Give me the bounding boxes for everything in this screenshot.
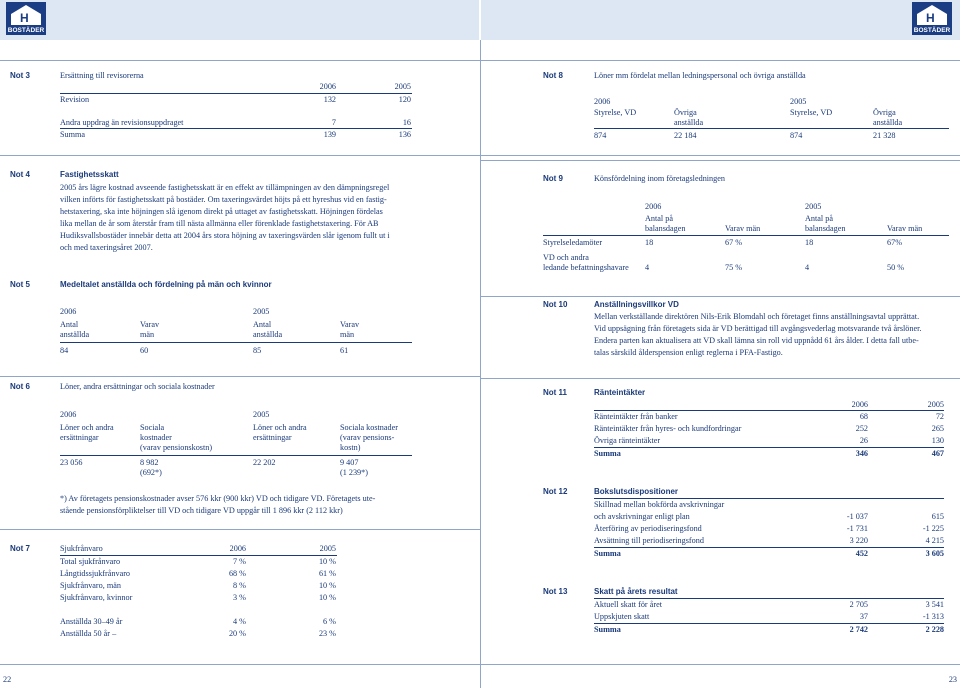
note3-title: Ersättning till revisorerna: [60, 71, 144, 80]
note11-label: Not 11: [543, 388, 568, 397]
note6-value: 22 202: [253, 458, 276, 467]
brand-text-left: BOSTÄDER: [7, 27, 45, 34]
note9-row-value: 67%: [887, 238, 903, 247]
note9-row-value: 4: [645, 263, 650, 272]
note11-row-2005: 265: [931, 424, 944, 433]
note12-header-rule: [594, 498, 944, 499]
page-number-right: 23: [948, 675, 957, 684]
note13-row-2005: 3 541: [925, 600, 944, 609]
note7-row-label: Sjukfrånvaro, män: [60, 581, 121, 590]
note13-row-2006: 37: [859, 612, 868, 621]
note11-row-2005: 72: [935, 412, 944, 421]
note8-year-2006: 2006: [594, 97, 611, 106]
note3-row-2005: 120: [398, 95, 411, 104]
note8-header: Övriga anställda: [873, 108, 903, 127]
note11-row-label: Övriga ränteintäkter: [594, 436, 661, 445]
note11-year-2006: 2006: [851, 400, 868, 409]
note13-row-2006: 2 705: [849, 600, 868, 609]
note7-row-2005: 23 %: [318, 629, 336, 638]
section-divider: [480, 378, 960, 379]
note10-label: Not 10: [543, 300, 568, 309]
note4-paragraph-line: Hudiksvallsbostäder innebär detta att 2004 års stora höjning av taxeringsvärden slår igenom fullt ut i: [60, 231, 390, 240]
note5-value: 85: [253, 346, 262, 355]
note8-header: Styrelse, VD: [790, 108, 833, 117]
note13-row-2005: -1 313: [922, 612, 944, 621]
note12-row-2006: -1 731: [846, 524, 868, 533]
note10-title: Anställningsvillkor VD: [594, 300, 679, 309]
note5-header-rule: [60, 342, 412, 343]
note4-paragraph-line: 2005 års lägre kostnad avseende fastighetsskatt är en effekt av tillämpningen av den dämpningsregel: [60, 183, 390, 192]
note8-value: 22 184: [674, 131, 697, 140]
note13-sum-rule: [594, 623, 944, 624]
note12-row-2006: 3 220: [849, 536, 868, 545]
note5-value: 84: [60, 346, 69, 355]
note8-value: 874: [790, 131, 803, 140]
note13-title: Skatt på årets resultat: [594, 587, 678, 596]
note7-row-2006: 68 %: [228, 569, 246, 578]
note11-title: Ränteintäkter: [594, 388, 646, 397]
note10-paragraph-line: talas särskild ålderspension enligt reglerna i PFA-Fastigo.: [594, 348, 783, 357]
note11-sum-2005: 467: [931, 449, 944, 458]
section-divider: [480, 296, 960, 297]
note6-value: 9 407 (1 239*): [340, 458, 368, 477]
note10-paragraph-line: Mellan verkställande direktören Nils-Erik Blomdahl och företaget finns anställningsavtal upprättat.: [594, 312, 920, 321]
brand-text-right: BOSTÄDER: [913, 27, 951, 34]
note9-year-2005: 2005: [805, 202, 822, 211]
note6-value: 23 056: [60, 458, 83, 467]
note8-title: Löner mm fördelat mellan ledningspersonal och övriga anställda: [594, 71, 806, 80]
company-logo-left: H BOSTÄDER: [6, 2, 46, 35]
note10-paragraph-line: Endera parten kan aktualisera att VD skall lämna sin roll vid uppnådd 61 års ålder. I detta fall utbe-: [594, 336, 919, 345]
section-divider: [0, 664, 960, 665]
note8-year-2005: 2005: [790, 97, 807, 106]
note12-title: Bokslutsdispositioner: [594, 487, 679, 496]
note5-header: Antal anställda: [253, 320, 283, 339]
note11-row-2005: 130: [931, 436, 944, 445]
note11-row-2006: 26: [859, 436, 868, 445]
note4-paragraph-line: lika mellan de år som återstår fram till nästa allmänna eller förenklade fastighetstaxering. För AB: [60, 219, 379, 228]
note13-header-rule: [594, 598, 944, 599]
note3-sum-rule: [60, 128, 412, 129]
note3-row-2006: 7: [331, 118, 336, 127]
note7-row-2006: 20 %: [228, 629, 246, 638]
note5-title: Medeltalet anställda och fördelning på män och kvinnor: [60, 280, 272, 289]
note6-header: Löner och andra ersättningar: [253, 423, 307, 442]
note7-row-2006: 8 %: [233, 581, 246, 590]
note6-title: Löner, andra ersättningar och sociala kostnader: [60, 382, 215, 391]
note7-row-2005: 6 %: [323, 617, 336, 626]
note5-value: 61: [340, 346, 349, 355]
note13-sum-label: Summa: [594, 625, 621, 634]
note12-row-label: Avsättning till periodiseringsfond: [594, 536, 704, 545]
note12-row-2005: 4 215: [925, 536, 944, 545]
note6-year-2006: 2006: [60, 410, 77, 419]
section-divider: [0, 529, 480, 530]
note8-label: Not 8: [543, 71, 563, 80]
note7-row-2005: 10 %: [318, 581, 336, 590]
page-number-left: 22: [3, 675, 12, 684]
note11-sum-rule: [594, 447, 944, 448]
note9-row-value: 50 %: [887, 263, 905, 272]
note11-year-2005: 2005: [927, 400, 944, 409]
note12-row-label: och avskrivningar enligt plan: [594, 512, 690, 521]
note5-header: Antal anställda: [60, 320, 90, 339]
note3-row-2006: 132: [323, 95, 336, 104]
note8-header: Övriga anställda: [674, 108, 704, 127]
note12-row-2005: -1 225: [922, 524, 944, 533]
note13-row-label: Uppskjuten skatt: [594, 612, 650, 621]
note3-label: Not 3: [10, 71, 30, 80]
note9-row-label: Styrelseledamöter: [543, 238, 603, 247]
note9-header: Antal på balansdagen: [805, 214, 846, 233]
note3-sum-2006: 139: [323, 130, 336, 139]
note10-paragraph-line: Vid uppsägning från företagets sida är VD berättigad till avgångsvederlag motsvarande två årslöner.: [594, 324, 922, 333]
note7-year-2006: 2006: [229, 544, 246, 553]
note11-row-label: Ränteintäkter från banker: [594, 412, 678, 421]
note7-header-rule: [60, 555, 337, 556]
note12-sum-2005: 3 605: [925, 549, 944, 558]
note3-header-rule: [60, 93, 412, 94]
note6-value: 8 982 (692*): [140, 458, 162, 477]
note8-header: Styrelse, VD: [594, 108, 637, 117]
note3-sum-label: Summa: [60, 130, 86, 139]
note11-row-2006: 68: [859, 412, 868, 421]
note9-header-rule: [543, 235, 949, 236]
note3-year-2006: 2006: [319, 82, 336, 91]
note8-header-rule: [594, 128, 949, 129]
note9-year-2006: 2006: [645, 202, 662, 211]
note5-year-2006: 2006: [60, 307, 77, 316]
note7-row-label: Anställda 30–49 år: [60, 617, 123, 626]
note7-row-2006: 3 %: [233, 593, 246, 602]
company-logo-right: H BOSTÄDER: [912, 2, 952, 35]
note9-header: Antal på balansdagen: [645, 214, 686, 233]
note5-value: 60: [140, 346, 149, 355]
note6-footnote-line: stående pensionsförpliktelser till VD och tidigare VD uppgår till 1 896 kkr (2 112 kkr): [60, 506, 343, 515]
section-divider: [0, 60, 960, 61]
note6-header: Sociala kostnader (varav pensions- kostn): [340, 423, 398, 452]
note3-row-2005: 16: [402, 118, 411, 127]
note9-title: Könsfördelning inom företagsledningen: [594, 174, 725, 183]
note3-year-2005: 2005: [394, 82, 411, 91]
header-band-right: [481, 0, 960, 40]
note7-year-2005: 2005: [319, 544, 336, 553]
note6-year-2005: 2005: [253, 410, 270, 419]
note4-label: Not 4: [10, 170, 30, 179]
note4-paragraph-line: vilken införts för fastighetsskatt på bostäder. Om taxeringsvärdet höjts på ett hyreshus vid en fastig-: [60, 195, 387, 204]
note7-row-2005: 10 %: [318, 557, 336, 566]
note7-row-label: Anställda 50 år –: [60, 629, 117, 638]
note7-row-label: Total sjukfrånvaro: [60, 557, 121, 566]
note4-title: Fastighetsskatt: [60, 170, 119, 179]
note8-value: 21 328: [873, 131, 896, 140]
note3-sum-2005: 136: [398, 130, 411, 139]
note11-row-label: Ränteintäkter från hyres- och kundfordringar: [594, 424, 742, 433]
note12-row-2005: 615: [931, 512, 944, 521]
note9-label: Not 9: [543, 174, 563, 183]
note7-row-2005: 61 %: [318, 569, 336, 578]
note9-row-value: 67 %: [725, 238, 743, 247]
note7-row-2006: 7 %: [233, 557, 246, 566]
note5-year-2005: 2005: [253, 307, 270, 316]
note9-row-value: 18: [805, 238, 814, 247]
note11-sum-2006: 346: [855, 449, 868, 458]
note6-header: Löner och andra ersättningar: [60, 423, 114, 442]
note6-label: Not 6: [10, 382, 30, 391]
note9-header: Varav män: [887, 224, 923, 233]
note7-row-label: Långtidssjukfrånvaro: [60, 569, 131, 578]
note11-sum-label: Summa: [594, 449, 621, 458]
header-band-left: [0, 0, 479, 40]
page-divider: [480, 40, 481, 688]
note7-row-label: Sjukfrånvaro, kvinnor: [60, 593, 133, 602]
note7-row-2005: 10 %: [318, 593, 336, 602]
note7-label: Not 7: [10, 544, 30, 553]
note9-header: Varav män: [725, 224, 761, 233]
note12-sum-2006: 452: [855, 549, 868, 558]
section-divider: [480, 160, 960, 161]
note9-row-value: 4: [805, 263, 810, 272]
note13-label: Not 13: [543, 587, 568, 596]
note6-header: Sociala kostnader (varav pensionskostn): [140, 423, 213, 452]
note9-row-value: 18: [645, 238, 654, 247]
note13-row-label: Aktuell skatt för året: [594, 600, 662, 609]
section-divider: [0, 376, 480, 377]
note11-header-rule: [594, 410, 944, 411]
note4-paragraph-line: hetstaxering, ska inte höjningen slå igenom direkt på uttaget av fastighetsskatt. Höjningen fördelas: [60, 207, 383, 216]
note9-row-value: 75 %: [725, 263, 743, 272]
note11-row-2006: 252: [855, 424, 868, 433]
note13-sum-2005: 2 228: [925, 625, 944, 634]
note5-header: Varav män: [140, 320, 160, 339]
note7-title: Sjukfrånvaro: [60, 544, 103, 553]
note12-label: Not 12: [543, 487, 568, 496]
note12-row-2006: -1 037: [846, 512, 868, 521]
note6-footnote-line: *) Av företagets pensionskostnader avser 576 kkr (900 kkr) VD och tidigare VD. Företagets ute-: [60, 494, 376, 503]
note4-paragraph-line: och med taxeringsåret 2007.: [60, 243, 153, 252]
note6-header-rule: [60, 455, 412, 456]
note12-sum-label: Summa: [594, 549, 621, 558]
note5-header: Varav män: [340, 320, 360, 339]
section-divider: [0, 155, 960, 156]
note3-row-label: Andra uppdrag än revisionsuppdraget: [60, 118, 184, 127]
note9-row-label: VD och andra ledande befattningshavare: [543, 253, 629, 272]
note7-row-2006: 4 %: [233, 617, 246, 626]
note3-row-label: Revision: [60, 95, 90, 104]
note13-sum-2006: 2 742: [849, 625, 868, 634]
note8-value: 874: [594, 131, 607, 140]
note12-row-label: Skillnad mellan bokförda avskrivningar: [594, 500, 725, 509]
note12-sum-rule: [594, 547, 944, 548]
note12-row-label: Återföring av periodiseringsfond: [594, 524, 702, 533]
note5-label: Not 5: [10, 280, 30, 289]
